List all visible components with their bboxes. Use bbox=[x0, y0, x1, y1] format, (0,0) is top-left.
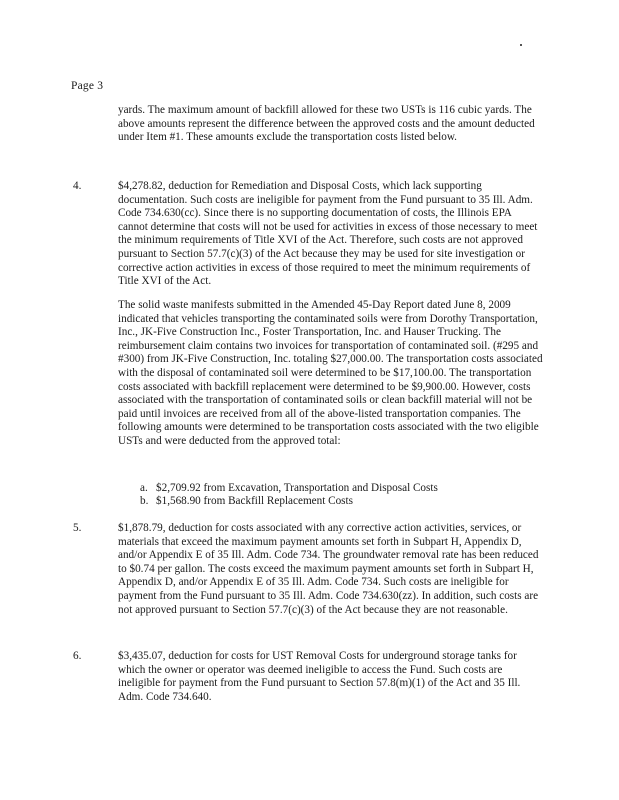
subitem-text-b: $1,568.90 from Backfill Replacement Costs bbox=[156, 494, 353, 507]
subitem-label-a: a. bbox=[140, 482, 148, 494]
item-6-paragraph bbox=[118, 650, 543, 704]
continuation-paragraph bbox=[118, 104, 543, 145]
item-4-text-1: $4,278.82, deduction for Remediation and Disposal Costs, which lack supporting documentation. Such costs are ineligible for payment from the Fund pursuant to 35 Ill. Adm. Code 734.630(cc). Since there is no supporting documentation of costs, the Illinois EPA cannot determine that costs will not be used for activities in excess of those necessary to meet the minimum requirements of Title XVI of the Act. Therefore, such costs are not approved pursuant to Section 57.7(c)(3) of the Act because they may be used for site investigation or corrective action activities in excess of those required to meet the minimum requirements of Title XVI of the Act. bbox=[118, 180, 538, 288]
item-5-text: $1,878.79, deduction for costs associated with any corrective action activities, services, or materials that exceed the maximum payment amounts set forth in Subpart H, Appendix D, and/or Appendix E of 35 Ill. Adm. Code 734. The groundwater removal rate has been reduced to $0.74 per gallon. The costs exceed the maximum payment amounts set forth in Subpart H, Appendix D, and/or Appendix E of 35 Ill. Adm. Code 734. Such costs are ineligible for payment from the Fund pursuant to 35 Ill. Adm. Code 734.630(zz). In addition, such costs are not approved pursuant to Section 57.7(c)(3) of the Act because they are not reasonable. bbox=[118, 522, 539, 616]
item-number-4: 4. bbox=[73, 180, 82, 192]
item-4-paragraph-2 bbox=[118, 299, 543, 449]
continuation-text: yards. The maximum amount of backfill allowed for these two USTs is 116 cubic yards. The above amounts represent the difference between the approved costs and the amount deducted under Item #1. These amounts exclude the transportation costs listed below. bbox=[118, 104, 535, 144]
item-number-5: 5. bbox=[73, 522, 82, 534]
item-number-6: 6. bbox=[73, 650, 82, 662]
item-4-sublist bbox=[140, 482, 540, 507]
item-5-paragraph bbox=[118, 522, 543, 617]
subitem-label-b: b. bbox=[140, 494, 149, 507]
list-item bbox=[140, 482, 540, 495]
item-6-text: $3,435.07, deduction for costs for UST Removal Costs for underground storage tanks for which the owner or operator was deemed ineligible to access the Fund. Such costs are ineligible for payment from the Fund pursuant to Section 57.8(m)(1) of the Act and 35 Ill. Adm. Code 734.640. bbox=[118, 650, 521, 703]
item-4-paragraph-1 bbox=[118, 180, 543, 289]
subitem-text-a: $2,709.92 from Excavation, Transportation and Disposal Costs bbox=[156, 482, 438, 494]
scan-speck bbox=[520, 44, 522, 46]
page-number-header: Page 3 bbox=[71, 80, 104, 92]
item-4-text-2: The solid waste manifests submitted in the Amended 45-Day Report dated June 8, 2009 indicated that vehicles transporting the contaminated soils were from Dorothy Transportation, Inc., JK-Five Construction Inc., Foster Transportation, Inc. and Hauser Trucking. The reimbursement claim contains two invoices for transportation of contaminated soil. (#295 and #300) from JK-Five Construction, Inc. totaling $27,000.00. The transportation costs associated with the disposal of contaminated soil were determined to be $17,100.00. The transportation costs associated with backfill replacement were determined to be $9,900.00. However, costs associated with the transportation of contaminated soils or clean backfill material will not be paid until invoices are received from all of the above-listed transportation companies. The following amounts were determined to be transportation costs associated with the two eligible USTs and were deducted from the approved total: bbox=[118, 299, 543, 447]
list-item bbox=[140, 495, 540, 508]
